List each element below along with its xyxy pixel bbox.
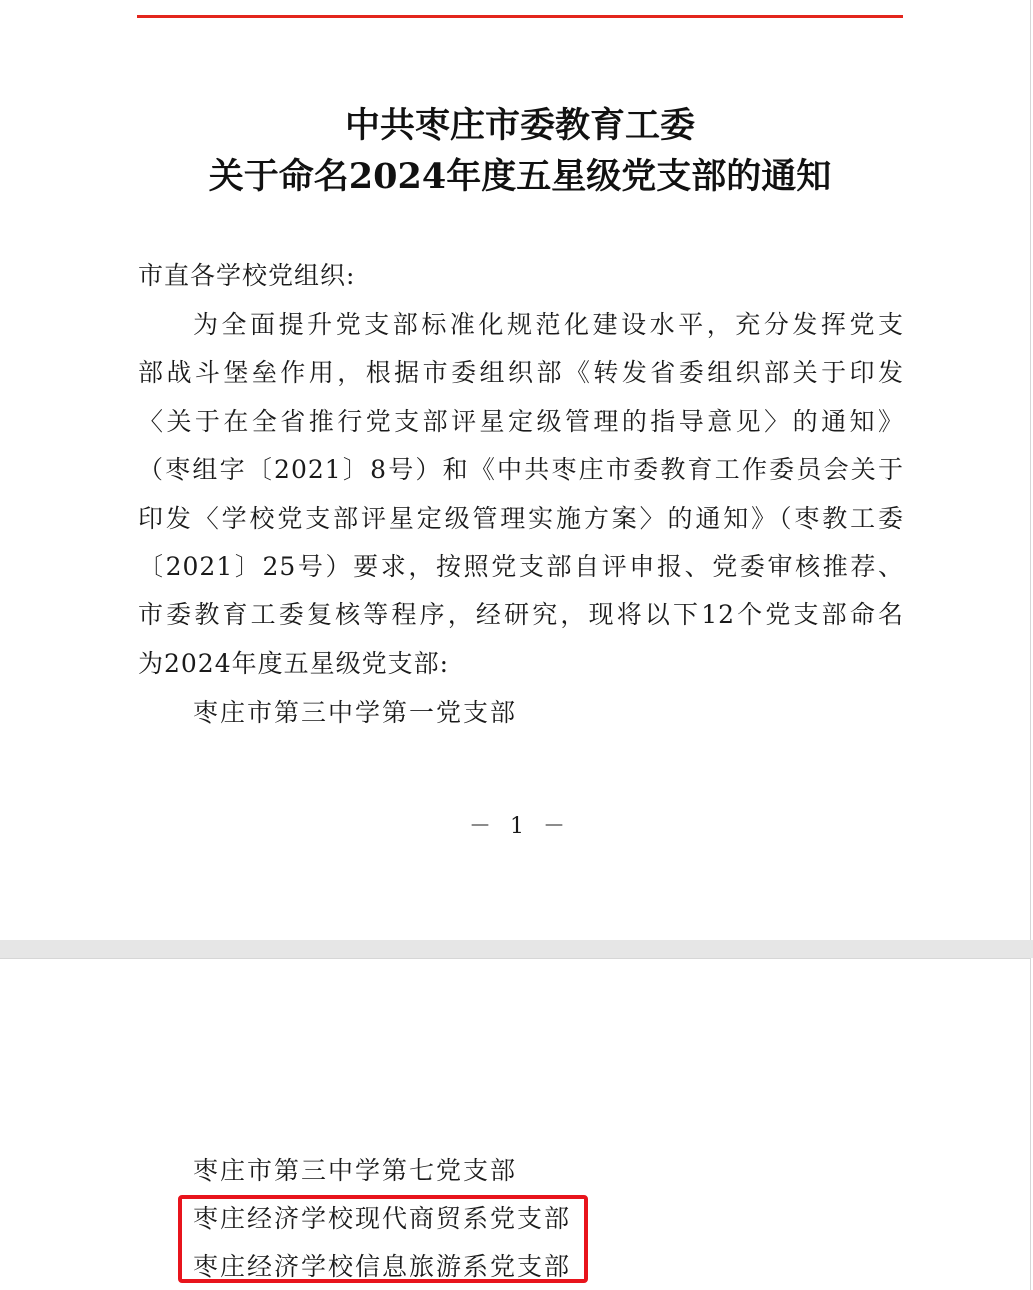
- page-gap: [0, 940, 1033, 958]
- body-line: 为全面提升党支部标准化规范化建设水平，充分发挥党支: [193, 310, 904, 339]
- body-line: 印发〈学校党支部评星定级管理实施方案〉的通知》（枣教工委: [138, 504, 904, 533]
- red-header-rule: [137, 15, 903, 18]
- body-line: 部战斗堡垒作用，根据市委组织部《转发省委组织部关于印发: [138, 358, 904, 387]
- branch-list-item: 枣庄经济学校信息旅游系党支部: [193, 1252, 572, 1281]
- document-title-line2: 关于命名2024年度五星级党支部的通知: [208, 156, 832, 197]
- branch-list-item: 枣庄市第三中学第一党支部: [193, 698, 518, 727]
- body-line: 市委教育工委复核等程序，经研究，现将以下12个党支部命名: [138, 600, 904, 629]
- body-line: 〈关于在全省推行党支部评星定级管理的指导意见〉的通知》: [138, 407, 904, 436]
- body-line: 〔2021〕25号）要求，按照党支部自评申报、党委审核推荐、: [138, 552, 904, 581]
- page-number: － 1 －: [469, 814, 571, 839]
- body-line: （枣组字〔2021〕8号）和《中共枣庄市委教育工作委员会关于: [138, 455, 904, 484]
- branch-list-item: 枣庄经济学校现代商贸系党支部: [193, 1204, 572, 1233]
- body-line: 为2024年度五星级党支部:: [138, 649, 450, 678]
- branch-list-item: 枣庄市第三中学第七党支部: [193, 1156, 518, 1185]
- document-title-line1: 中共枣庄市委教育工委: [344, 105, 695, 146]
- red-highlight-box: [178, 1195, 588, 1283]
- salutation: 市直各学校党组织:: [138, 261, 356, 290]
